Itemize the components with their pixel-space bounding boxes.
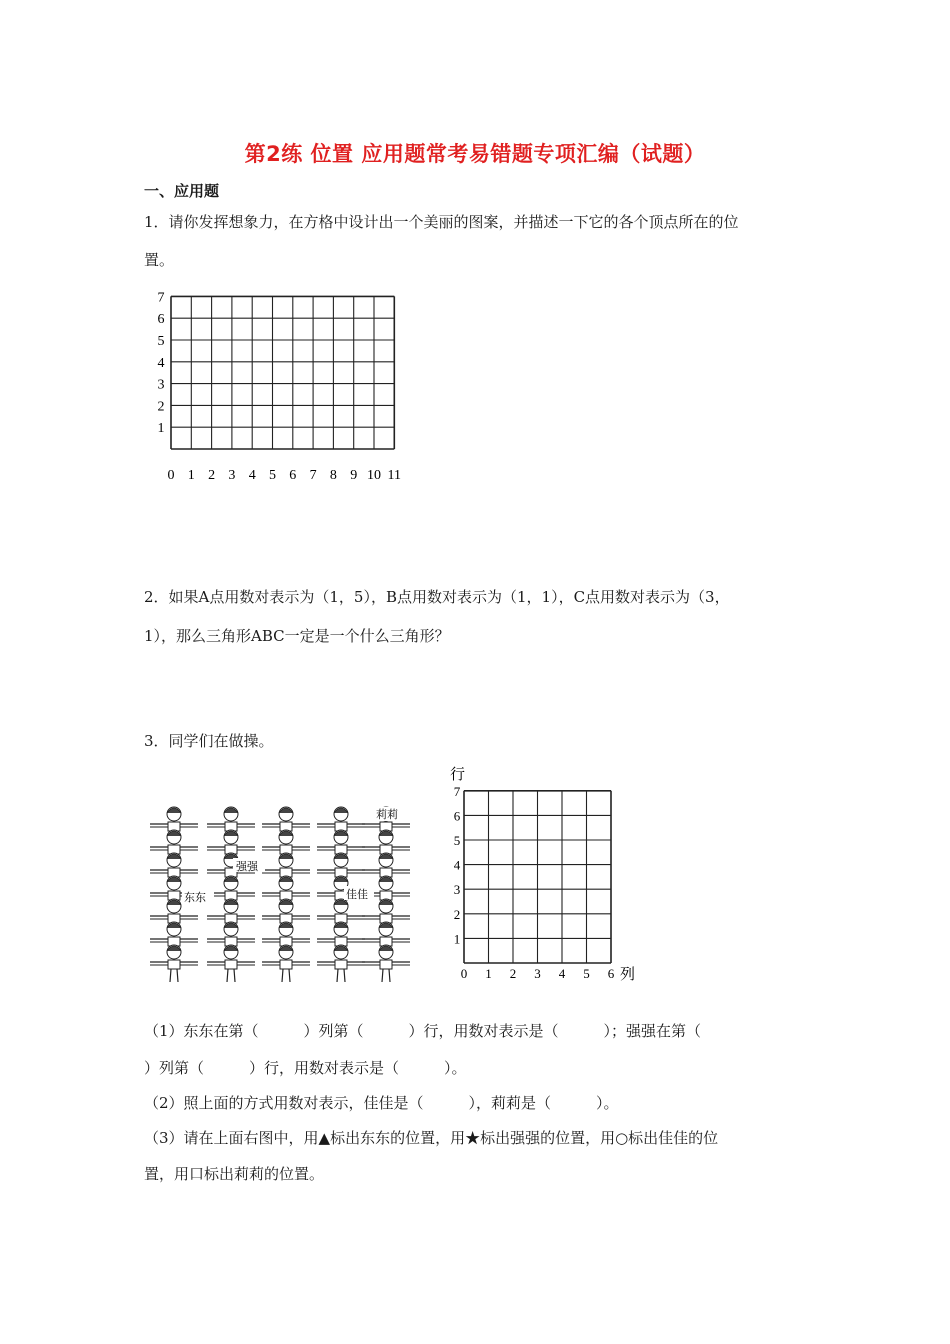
q3-grid-x-tick-label: 5	[583, 966, 590, 981]
child-figure	[207, 830, 255, 854]
q1-grid-x-tick-label: 1	[187, 468, 195, 483]
q1-text-line1: 1．请你发挥想象力，在方格中设计出一个美丽的图案，并描述一下它的各个顶点所在的位	[144, 213, 739, 231]
q1-y-tick-labels	[158, 292, 165, 436]
q3-y-tick-labels	[454, 784, 461, 947]
q3-sub2: （2）照上面的方式用数对表示，佳佳是（ ），莉莉是（ ）。	[144, 1094, 619, 1112]
child-figure	[362, 945, 410, 982]
child-figure	[150, 922, 198, 946]
q1-grid-x-tick-label: 8	[329, 468, 337, 483]
q1-grid-y-tick-label: 3	[157, 377, 165, 393]
q3-grid-x-tick-label: 0	[460, 966, 468, 981]
q3-sub3-line2: 置，用口标出莉莉的位置。	[144, 1165, 325, 1183]
q3-grid-x-tick-label: 6	[607, 966, 615, 981]
q1-grid-y-tick-label: 1	[157, 421, 165, 437]
child-figure	[262, 853, 310, 877]
q3-grid-y-tick-label: 2	[453, 906, 461, 922]
child-figure	[207, 922, 255, 946]
q1-grid-y-tick-label: 2	[157, 399, 165, 415]
child-figure	[262, 807, 310, 831]
child-figure	[362, 922, 410, 946]
q3-grid-y-tick-label: 4	[453, 857, 461, 873]
child-figure	[150, 945, 198, 982]
label-dongdong: 东东	[184, 891, 206, 904]
q1-grid-y-tick-label: 7	[157, 292, 165, 306]
section-heading: 一、应用题	[144, 182, 220, 200]
child-figure	[362, 899, 410, 923]
child-figure	[362, 853, 410, 877]
q3-grid-x-tick-label: 3	[534, 966, 541, 981]
child-figure	[207, 807, 255, 831]
q1-grid-x-tick-label: 0	[167, 468, 175, 483]
q1-grid-x-tick-label: 10	[367, 468, 381, 483]
child-figure	[207, 945, 255, 982]
q1-grid-x-tick-label: 9	[350, 468, 358, 483]
q3-sub1-line2: ）列第（ ）行，用数对表示是（ ）。	[144, 1059, 467, 1077]
q3-grid-x-tick-label: 2	[509, 966, 517, 981]
q3-x-tick-labels	[461, 966, 615, 981]
label-qiangqiang: 强强	[236, 860, 258, 873]
q3-grid-y-tick-label: 1	[453, 931, 461, 947]
child-figure	[262, 922, 310, 946]
q1-grid-x-tick-label: 4	[248, 468, 256, 483]
q1-grid-y-tick-label: 6	[157, 312, 165, 328]
q3-grid-x-tick-label: 4	[558, 966, 566, 981]
child-figure	[150, 830, 198, 854]
child-figure	[317, 922, 365, 946]
child-figure	[262, 945, 310, 982]
page-title: 第2练 位置 应用题常考易错题专项汇编（试题）	[244, 142, 706, 166]
q1-grid-lines	[171, 296, 394, 449]
q1-coordinate-grid	[150, 292, 420, 492]
q3-grid-lines	[464, 791, 611, 963]
q3-grid-y-tick-label: 7	[453, 783, 461, 799]
q3-grid-x-tick-label: 1	[485, 966, 492, 981]
child-figure	[262, 899, 310, 923]
child-figure	[262, 830, 310, 854]
q3-grid-y-tick-label: 5	[453, 833, 461, 848]
child-figure	[317, 945, 365, 982]
child-figure	[362, 830, 410, 854]
child-figure	[317, 830, 365, 854]
child-figure	[207, 876, 255, 900]
q1-grid-x-tick-label: 5	[269, 468, 276, 483]
q1-grid-x-tick-label: 7	[309, 468, 317, 483]
row-axis-label: 行	[450, 765, 466, 783]
q1-text-line2: 置。	[144, 251, 175, 269]
child-figure	[150, 807, 198, 831]
q3-sub3-line1: （3）请在上面右图中，用▲标出东东的位置，用★标出强强的位置，用○标出佳佳的位	[144, 1129, 719, 1147]
q1-grid-x-tick-label: 2	[208, 468, 216, 483]
child-figure	[317, 807, 365, 831]
exercise-children-illustration	[146, 800, 436, 990]
q3-grid-y-tick-label: 3	[453, 882, 461, 898]
q1-grid-x-tick-label: 11	[387, 468, 402, 483]
child-figure	[317, 853, 365, 877]
q2-text-line1: 2．如果A点用数对表示为（1，5），B点用数对表示为（1，1），C点用数对表示为（3，	[144, 588, 730, 606]
child-figure	[207, 899, 255, 923]
column-axis-label: 列	[620, 965, 636, 983]
q3-sub1-line1: （1）东东在第（ ）列第（ ）行，用数对表示是（ ）；强强在第（	[144, 1022, 702, 1040]
q1-x-tick-labels	[168, 468, 402, 483]
q1-grid-x-tick-label: 3	[228, 468, 236, 483]
q3-grid-y-tick-label: 6	[453, 808, 461, 824]
label-jiajia: 佳佳	[346, 888, 368, 901]
child-figure	[262, 876, 310, 900]
q3-intro: 3．同学们在做操。	[144, 732, 274, 750]
label-lili: 莉莉	[376, 808, 398, 821]
q2-text-line2: 1），那么三角形ABC一定是一个什么三角形？	[144, 627, 450, 645]
child-figure	[150, 853, 198, 877]
q1-grid-x-tick-label: 6	[289, 468, 297, 483]
q1-grid-y-tick-label: 4	[157, 355, 165, 371]
q3-coordinate-grid	[445, 762, 645, 984]
child-figure	[317, 899, 365, 923]
q1-grid-y-tick-label: 5	[157, 334, 165, 349]
